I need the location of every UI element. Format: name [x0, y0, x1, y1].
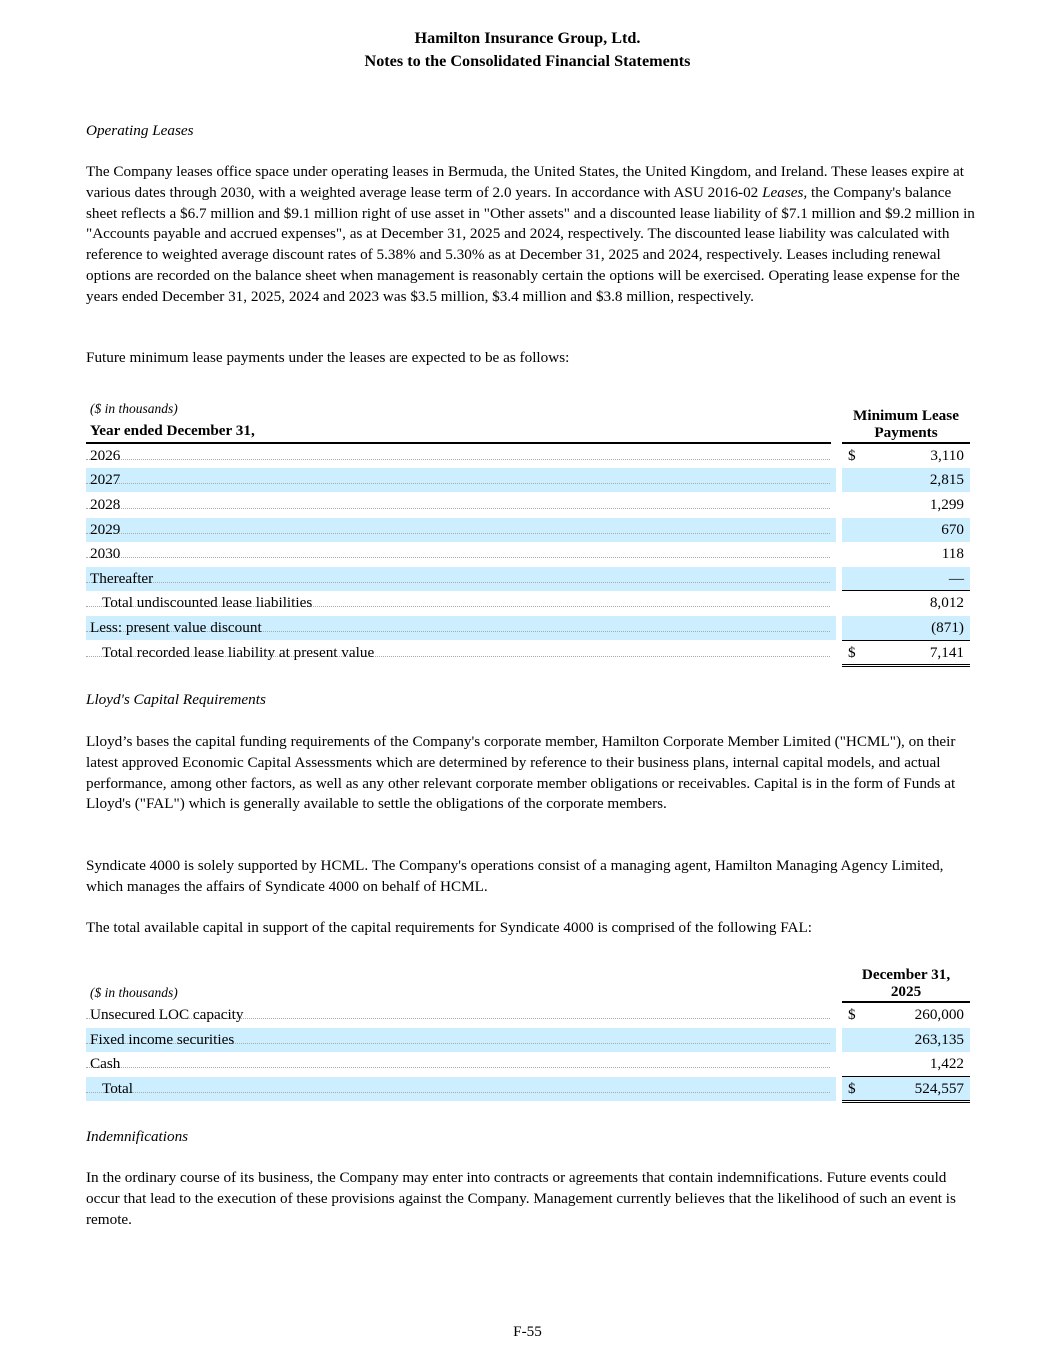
- table-row: [86, 641, 970, 665]
- row-value: 1,299: [929, 496, 964, 513]
- company-name: Hamilton Insurance Group, Ltd.: [414, 29, 641, 47]
- row-label: Total: [102, 1080, 133, 1097]
- table-row: [86, 493, 970, 517]
- row-label: Unsecured LOC capacity: [90, 1006, 244, 1023]
- row-value: 260,000: [914, 1006, 964, 1023]
- lease-table-units: ($ in thousands): [90, 401, 178, 416]
- table-row: [86, 518, 970, 542]
- row-currency: $: [848, 1006, 856, 1023]
- row-currency: $: [848, 1080, 856, 1097]
- total-rule-double: [842, 664, 970, 667]
- lloyds-title: Lloyd's Capital Requirements: [86, 691, 266, 708]
- table-row: [86, 1077, 970, 1101]
- lease-col-header-line1: Minimum Lease: [853, 407, 959, 424]
- fal-total-rule-double: [842, 1100, 970, 1103]
- table-row: [86, 1028, 970, 1052]
- row-value: 8,012: [929, 594, 964, 611]
- table-row: [86, 444, 970, 468]
- table-row: [86, 567, 970, 591]
- row-currency: $: [848, 644, 856, 661]
- row-label: Less: present value discount: [90, 619, 262, 636]
- table-row: [86, 616, 970, 640]
- indemnifications-paragraph: In the ordinary course of its business, the Company may enter into contracts or agreements that contain indemnifications. Future events could occur that lead to the execution of these provisions against the Company. Management currently believes that the likelihood of such an event is remote.: [86, 1169, 956, 1228]
- lease-col-header-line2: Payments: [874, 424, 938, 441]
- row-value: 524,557: [914, 1080, 964, 1097]
- table-row: [86, 1003, 970, 1027]
- row-value: 3,110: [930, 447, 964, 464]
- op-leases-text-a: The Company leases office space under operating leases in Bermuda, the United States, the United Kingdom, and Ireland. These leases expire at various dates through 2030, with a weighted average lease term of 2.0 years. In accordance with ASU 2016-02: [86, 163, 964, 201]
- row-value: 2,815: [929, 471, 964, 488]
- lease-table-row-header: Year ended December 31,: [90, 422, 255, 439]
- row-label: Total recorded lease liability at present value: [102, 644, 375, 661]
- lease-table-col-header: [842, 407, 970, 441]
- op-leases-text-b: the Company's balance sheet reflects a $6.7 million and $9.1 million right of use asset in "Other assets" and a discounted lease liability of $7.1 million and $9.2 million in "Accounts payable and accrued expenses", as at December 31, 2025 and 2024, respectively. The discounted lease liability was calculated with reference to weighted average discount rates of 5.38% and 5.30% as at December 31, 2025 and 2024, respectively. Leases including renewal options are recorded on the balance sheet when management is reasonably certain the options will be exercised. Operating lease expense for the years ended December 31, 2025, 2024 and 2023 was $3.5 million, $3.4 million and $3.8 million, respectively.: [86, 183, 975, 305]
- row-label: 2027: [90, 471, 121, 488]
- row-label: 2030: [90, 545, 121, 562]
- table-row: [86, 542, 970, 566]
- lloyds-paragraph-3: The total available capital in support of the capital requirements for Syndicate 4000 is comprised of the following FAL:: [86, 919, 812, 936]
- row-label: Thereafter: [90, 570, 154, 587]
- operating-leases-paragraph: [86, 162, 976, 308]
- table-row: [86, 591, 970, 615]
- page-number: F-55: [513, 1323, 542, 1340]
- fal-col-header-line1: December 31,: [861, 966, 951, 983]
- indemnifications-title: Indemnifications: [86, 1128, 189, 1145]
- row-value: 670: [941, 521, 964, 538]
- fal-table-col-header: [842, 966, 970, 1000]
- table-row: [86, 468, 970, 492]
- row-currency: $: [848, 447, 856, 464]
- row-label: 2028: [90, 496, 121, 513]
- fal-col-header-line2: 2025: [890, 983, 922, 1000]
- op-leases-text-italic: Leases,: [762, 183, 808, 201]
- row-value: 7,141: [929, 644, 964, 661]
- row-value: (871): [931, 619, 964, 636]
- row-label: 2029: [90, 521, 121, 538]
- row-label: Total undiscounted lease liabilities: [102, 594, 313, 611]
- lloyds-paragraph-2: Syndicate 4000 is solely supported by HCML. The Company's operations consist of a managing agent, Hamilton Managing Agency Limited, which manages the affairs of Syndicate 4000 on behalf of HCML.: [86, 857, 944, 895]
- row-label: Cash: [90, 1055, 121, 1072]
- page-subtitle: Notes to the Consolidated Financial Statements: [364, 52, 691, 70]
- row-value: 1,422: [929, 1055, 964, 1072]
- row-value: 263,135: [914, 1031, 964, 1048]
- row-value: —: [948, 570, 964, 587]
- operating-leases-title: Operating Leases: [86, 122, 194, 139]
- future-payments-intro: Future minimum lease payments under the leases are expected to be as follows:: [86, 349, 570, 366]
- row-value: 118: [941, 545, 964, 562]
- lloyds-paragraph-1: Lloyd’s bases the capital funding requirements of the Company's corporate member, Hamilton Corporate Member Limited ("HCML"), on their latest approved Economic Capital Assessments which are determined by reference to their business plans, internal capital models, and actual performance, among other factors, as well as any other relevant corporate member obligations or receivables. Capital is in the form of Funds at Lloyd's ("FAL") which is generally available to settle the obligations of the corporate members.: [86, 733, 956, 813]
- fal-table-units: ($ in thousands): [90, 985, 178, 1000]
- row-label: Fixed income securities: [90, 1031, 235, 1048]
- row-label: 2026: [90, 447, 121, 464]
- table-row: [86, 1052, 970, 1076]
